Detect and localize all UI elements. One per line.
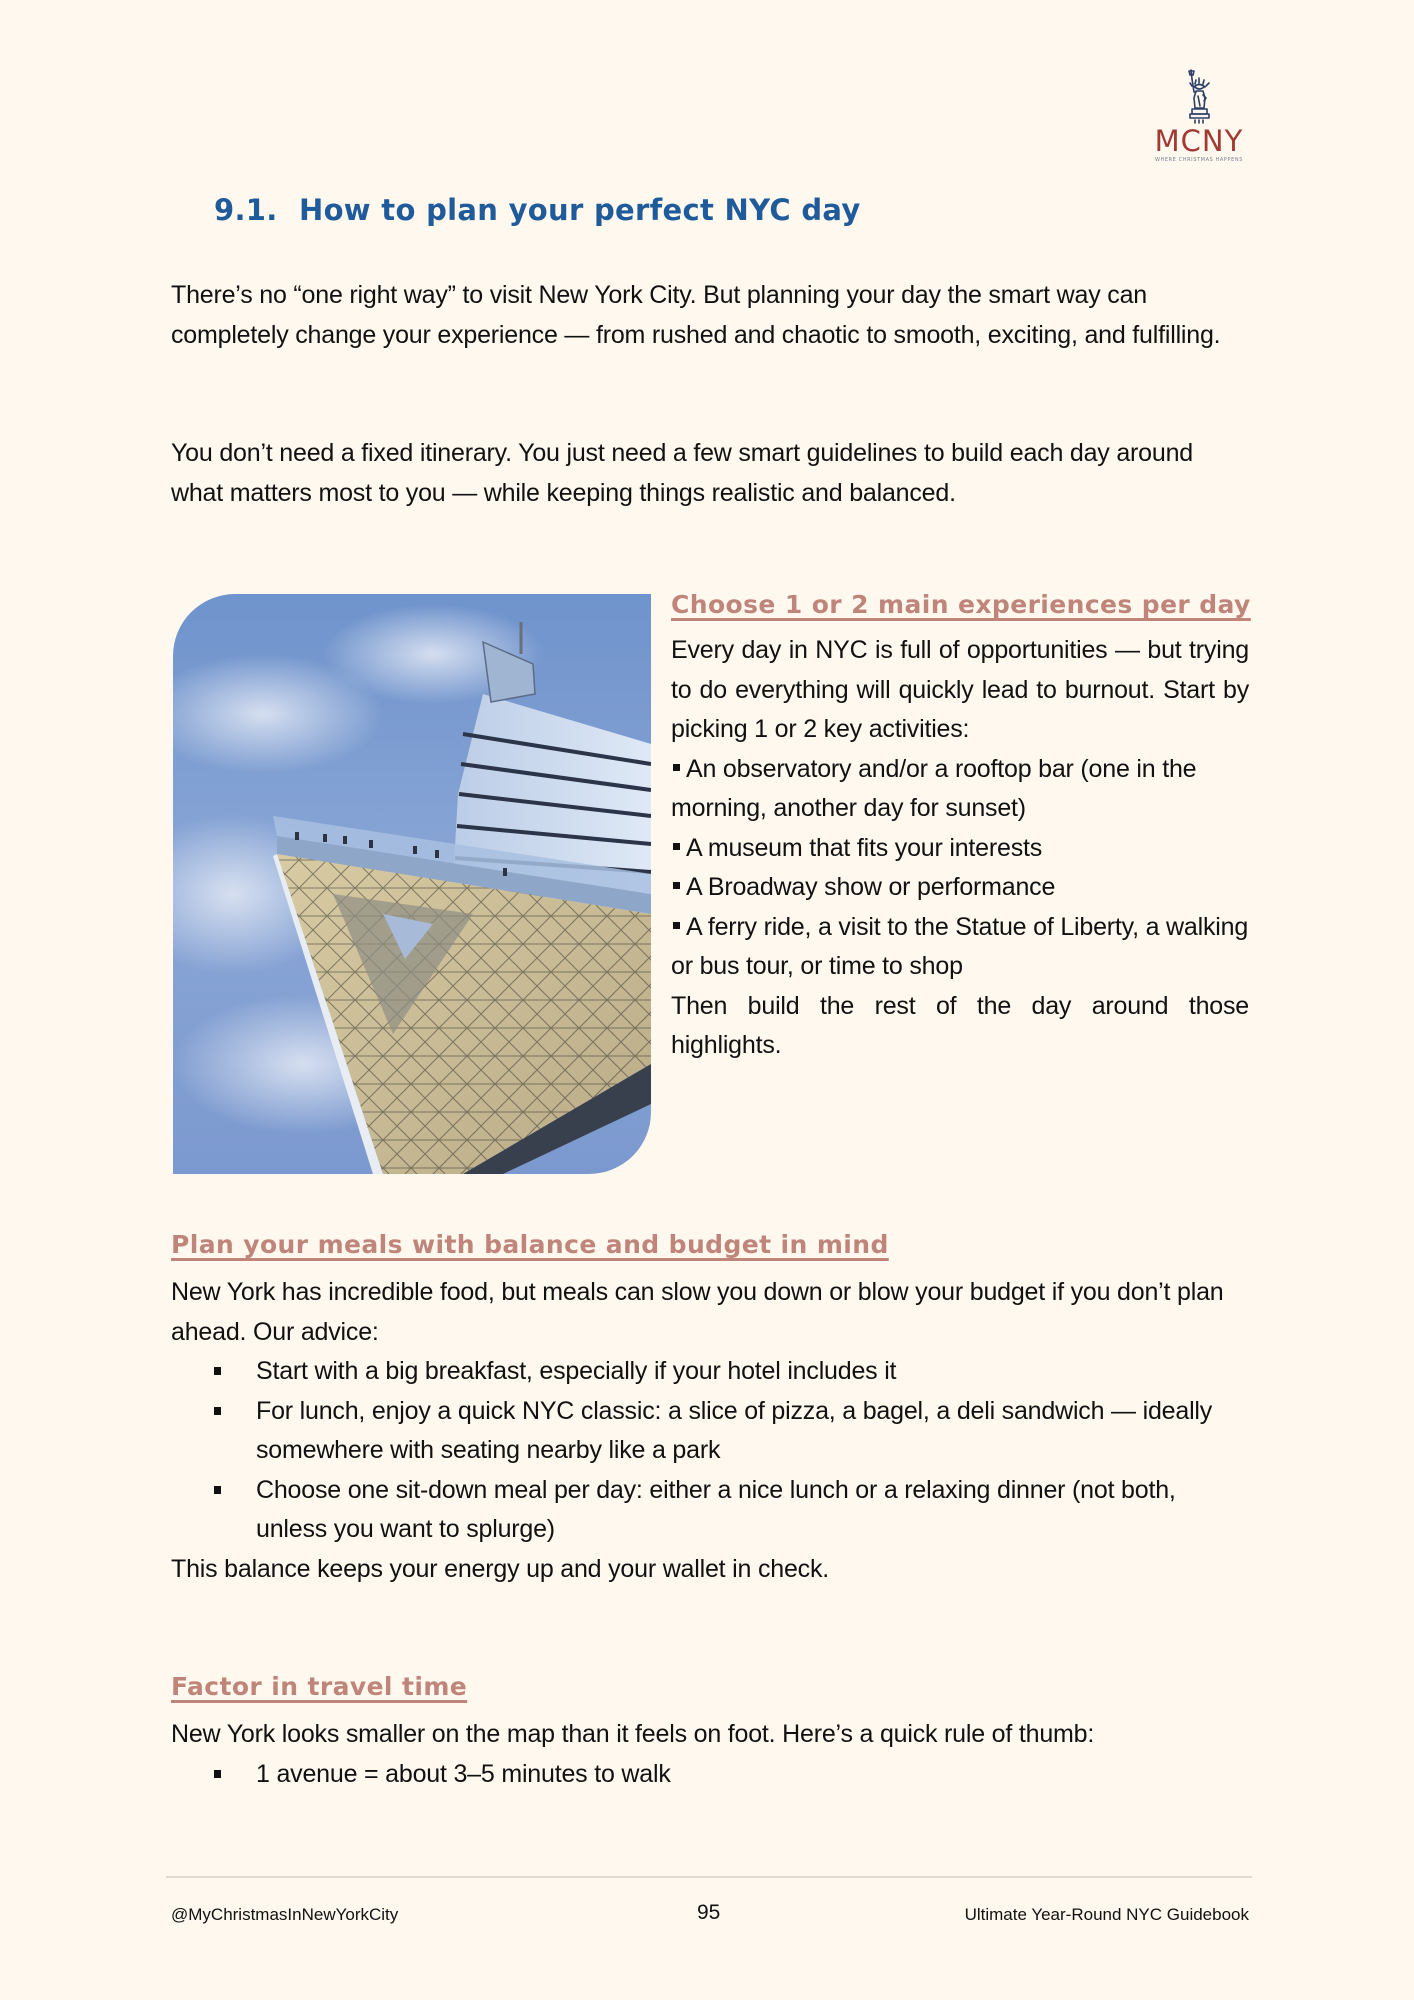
intro-paragraph: You don’t need a fixed itinerary. You just need a few smart guidelines to build each day around what matters most to you — while keeping things realistic and balanced. xyxy=(171,439,1193,507)
footer-divider xyxy=(166,1876,1252,1878)
travel-heading: Factor in travel time xyxy=(171,1672,468,1701)
list-item: Choose one sit-down meal per day: either a nice lunch or a relaxing dinner (not both, unless you want to splurge) xyxy=(214,1471,1251,1550)
square-bullet-icon xyxy=(673,764,680,771)
list-item: For lunch, enjoy a quick NYC classic: a slice of pizza, a bagel, a deli sandwich — ideally somewhere with seating nearby like a park xyxy=(214,1392,1251,1471)
travel-list xyxy=(171,1755,1251,1795)
intro-paragraph: There’s no “one right way” to visit New York City. But planning your day the smart way can completely change your experience — from rushed and chaotic to smooth, exciting, and fulfilling. xyxy=(171,281,1221,349)
brand-logo xyxy=(1144,68,1254,164)
square-bullet-icon xyxy=(214,1367,221,1375)
meals-section xyxy=(171,1230,1251,1589)
experiences-lead: Every day in NYC is full of opportunities — but trying to do everything will quickly lead to burnout. Start by picking 1 or 2 key activities: xyxy=(671,636,1249,743)
square-bullet-icon xyxy=(214,1486,221,1494)
logo-wordmark: MCNY xyxy=(1154,124,1244,158)
statue-of-liberty-icon xyxy=(1182,68,1216,124)
travel-lead: New York looks smaller on the map than it feels on foot. Here’s a quick rule of thumb: xyxy=(171,1720,1095,1748)
observation-deck-illustration xyxy=(173,594,651,1174)
logo-tagline: WHERE CHRISTMAS HAPPENS xyxy=(1154,157,1244,163)
building-photo xyxy=(173,594,651,1174)
list-item: Start with a big breakfast, especially if your hotel includes it xyxy=(214,1352,1251,1392)
square-bullet-icon xyxy=(673,922,680,929)
footer-book-title: Ultimate Year-Round NYC Guidebook xyxy=(964,1905,1249,1924)
meals-closing: This balance keeps your energy up and your wallet in check. xyxy=(171,1554,830,1583)
square-bullet-icon xyxy=(214,1407,221,1415)
experiences-bullet: A Broadway show or performance xyxy=(671,868,1249,908)
experiences-bullet: A museum that fits your interests xyxy=(671,829,1249,869)
meals-heading: Plan your meals with balance and budget in mind xyxy=(171,1230,889,1259)
experiences-bullet: An observatory and/or a rooftop bar (one in the morning, another day for sunset) xyxy=(671,754,1197,822)
experiences-section xyxy=(671,590,1249,1066)
meals-list xyxy=(171,1352,1251,1550)
section-title xyxy=(214,193,861,227)
experiences-bullet: A ferry ride, a visit to the Statue of Liberty, a walking or bus tour, or time to shop xyxy=(671,912,1249,980)
experiences-closing: Then build the rest of the day around those highlights. xyxy=(671,991,1249,1059)
page-number: 95 xyxy=(697,1901,721,1924)
travel-section xyxy=(171,1672,1251,1794)
list-item: 1 avenue = about 3–5 minutes to walk xyxy=(214,1755,1251,1795)
square-bullet-icon xyxy=(673,843,680,850)
meals-lead: New York has incredible food, but meals can slow you down or blow your budget if you don’t plan ahead. Our advice: xyxy=(171,1278,1224,1346)
square-bullet-icon xyxy=(214,1770,221,1778)
section-title-text: How to plan your perfect NYC day xyxy=(299,193,861,227)
experiences-heading: Choose 1 or 2 main experiences per day xyxy=(671,590,1251,619)
footer-social-handle: @MyChristmasInNewYorkCity xyxy=(171,1905,399,1924)
square-bullet-icon xyxy=(673,882,680,889)
section-number: 9.1. xyxy=(214,193,278,227)
